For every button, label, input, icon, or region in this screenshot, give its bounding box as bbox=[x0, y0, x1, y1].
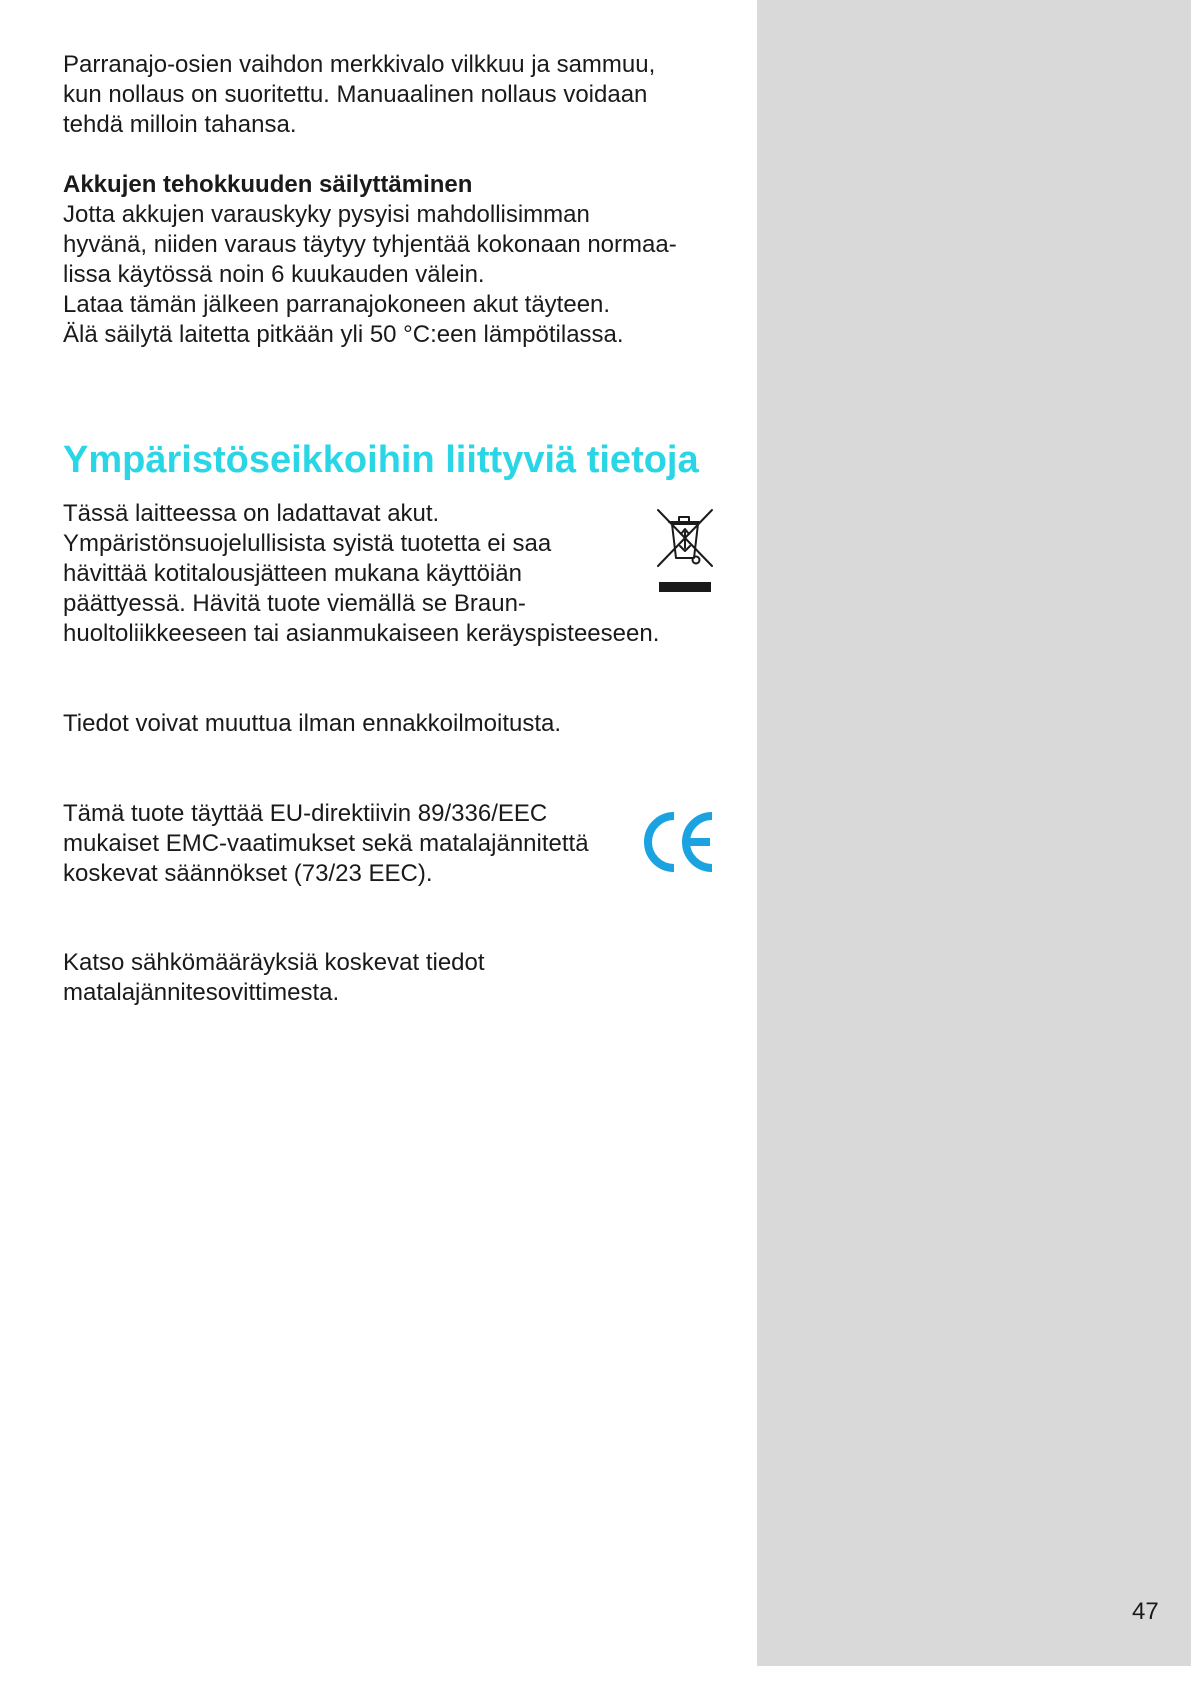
crossed-out-wheelie-bin-icon bbox=[656, 508, 714, 596]
environment-line: Tässä laitteessa on ladattavat akut. bbox=[63, 500, 440, 527]
intro-line: kun nollaus on suoritettu. Manuaalinen nollaus voidaan bbox=[63, 81, 648, 108]
battery-line: hyvänä, niiden varaus täytyy tyhjentää kokonaan normaa- bbox=[63, 231, 677, 258]
change-notice-text: Tiedot voivat muuttua ilman ennakkoilmoitusta. bbox=[63, 710, 562, 737]
battery-line: Lataa tämän jälkeen parranajokoneen akut täyteen. bbox=[63, 291, 611, 318]
compliance-line: koskevat säännökset (73/23 EEC). bbox=[63, 860, 433, 887]
compliance-paragraph bbox=[63, 799, 589, 889]
environment-line: päättyessä. Hävitä tuote viemällä se Braun- bbox=[63, 590, 526, 617]
environment-paragraph bbox=[63, 499, 659, 649]
battery-line: lissa käytössä noin 6 kuukauden välein. bbox=[63, 261, 485, 288]
environment-heading: Ympäristöseikkoihin liittyviä tietoja bbox=[63, 439, 699, 481]
compliance-line: mukaiset EMC-vaatimukset sekä matalajännitettä bbox=[63, 830, 589, 857]
change-notice bbox=[63, 709, 561, 739]
page-number: 47 bbox=[1132, 1598, 1159, 1625]
ce-mark-icon bbox=[642, 808, 714, 876]
environment-line: huoltoliikkeeseen tai asianmukaiseen keräyspisteeseen. bbox=[63, 620, 660, 647]
battery-heading: Akkujen tehokkuuden säilyttäminen bbox=[63, 171, 473, 198]
battery-section bbox=[63, 170, 677, 350]
intro-paragraph bbox=[63, 50, 655, 140]
intro-line: Parranajo-osien vaihdon merkkivalo vilkkuu ja sammuu, bbox=[63, 51, 656, 78]
electrical-line: Katso sähkömääräyksiä koskevat tiedot bbox=[63, 949, 485, 976]
compliance-line: Tämä tuote täyttää EU-direktiivin 89/336/EEC bbox=[63, 800, 548, 827]
battery-line: Älä säilytä laitetta pitkään yli 50 °C:een lämpötilassa. bbox=[63, 321, 624, 348]
electrical-paragraph bbox=[63, 948, 485, 1008]
environment-line: hävittää kotitalousjätteen mukana käyttöiän bbox=[63, 560, 522, 587]
electrical-line: matalajännitesovittimesta. bbox=[63, 979, 340, 1006]
environment-line: Ympäristönsuojelullisista syistä tuotetta ei saa bbox=[63, 530, 552, 557]
side-panel bbox=[757, 0, 1191, 1666]
battery-line: Jotta akkujen varauskyky pysyisi mahdollisimman bbox=[63, 201, 590, 228]
intro-line: tehdä milloin tahansa. bbox=[63, 111, 297, 138]
